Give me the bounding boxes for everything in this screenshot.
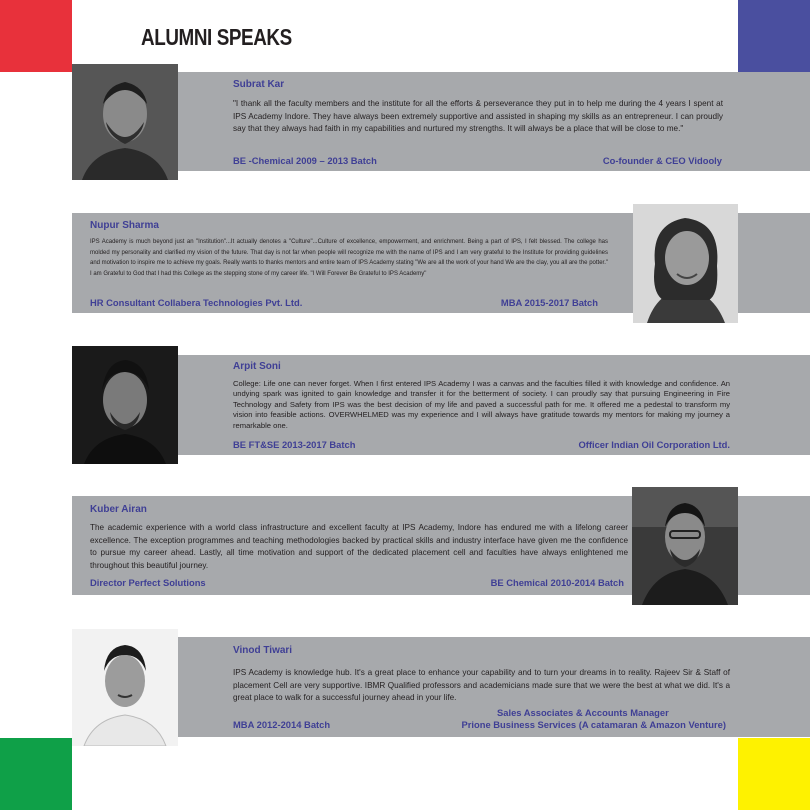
testimonial-quote: IPS Academy is knowledge hub. It's a great place to enhance your capability and to turn your dreams in to reality. Rajeev Sir & Staff of placement Cell are very supportive. IBMR Qualified professors and academicians made sure that we were the best at what we did. It's a great place to walk for a successful journey ahead in your life. — [233, 668, 730, 703]
alumni-role: Officer Indian Oil Corporation Ltd. — [578, 439, 730, 450]
yellow-corner-block — [738, 738, 810, 810]
alumni-role-line2: Prione Business Services (A catamaran & Amazon Venture) — [461, 719, 726, 730]
green-corner-block — [0, 738, 72, 810]
alumni-photo-kuber-airan — [632, 487, 738, 605]
alumni-role: Director Perfect Solutions — [90, 577, 206, 588]
alumni-name: Kuber Airan — [90, 504, 147, 515]
alumni-batch: BE Chemical 2010-2014 Batch — [490, 577, 624, 588]
alumni-name: Nupur Sharma — [90, 220, 159, 231]
alumni-photo-arpit-soni — [72, 346, 178, 464]
testimonial-quote: College: Life one can never forget. When I first entered IPS Academy I was a canvas and the faculties filled it with knowledge and confidence. An undying spark was ignited to gain knowledge and transfer it for the betterment of society. I can proudly say that pursuing Engineering in Fire Technology and Safety from IPS was the best decision of my life and paved a successful path for me. It offered me a pedestal to transform my vision into feasible actions. OVERWHELMED was my experience and I will always have gratitude towards my mentors for making my journey a remarkable one. — [233, 379, 730, 430]
blue-corner-block — [738, 0, 810, 72]
alumni-photo-nupur-sharma — [633, 204, 738, 323]
alumni-name: Subrat Kar — [233, 79, 285, 90]
testimonial-quote: The academic experience with a world class infrastructure and excellent faculty at IPS Academy, Indore has endured me with a lifelong career excellence. The exception programmes and teaching methodologies backed by practical skills and industry interface have given me the confidence to pursue my career ahead. Lastly, all time motivation and support of the dedicated placement cell and faculties have always enlightened me throughout this beautiful journey. — [90, 523, 628, 570]
alumni-role: Co-founder & CEO Vidooly — [602, 155, 722, 166]
testimonial-quote: "I thank all the faculty members and the institute for all the efforts & perseverance they put in to help me during the 4 years I spent at IPS Academy Indore. They have always been extremely supportive and assisted in shaping my skills as an entrepreneur. I can proudly say that they always had faith in my capabilities and nurtured my strengths. It will always be a place that will be close to me." — [233, 99, 723, 134]
alumni-batch: BE -Chemical 2009 – 2013 Batch — [233, 155, 377, 166]
alumni-batch: BE FT&SE 2013-2017 Batch — [233, 439, 356, 450]
alumni-batch: MBA 2015-2017 Batch — [500, 297, 598, 308]
page-title: ALUMNI SPEAKS — [141, 24, 292, 50]
red-corner-block — [0, 0, 72, 72]
testimonial-quote: IPS Academy is much beyond just an "Institution"...It actually denotes a "Culture"...Culture of excellence, empowerment, and enrichment. Being a part of IPS, I felt blessed. The college has molded my personality and clarified my vision of the future. That day is not far when people will recognize me with the name of IPS and I am very grateful to the Institute for providing guidelines and motivation to inspire me to achieve my goals. Really wants to thanks mentors and entire team of IPS Academy stating "We are all the work of your hand We are the clay, you all are the potter." I am Grateful to God that I had this College as the stepping stone of my career life. "I Will Forever Be Grateful to IPS Academy" — [90, 239, 608, 277]
alumni-batch: MBA 2012-2014 Batch — [233, 719, 331, 730]
alumni-role-line1: Sales Associates & Accounts Manager — [497, 707, 669, 718]
alumni-photo-subrat-kar — [72, 64, 178, 180]
alumni-name: Arpit Soni — [233, 361, 281, 372]
alumni-photo-vinod-tiwari — [72, 629, 178, 746]
alumni-name: Vinod Tiwari — [233, 645, 293, 656]
alumni-role: HR Consultant Collabera Technologies Pvt. Ltd. — [90, 297, 303, 308]
